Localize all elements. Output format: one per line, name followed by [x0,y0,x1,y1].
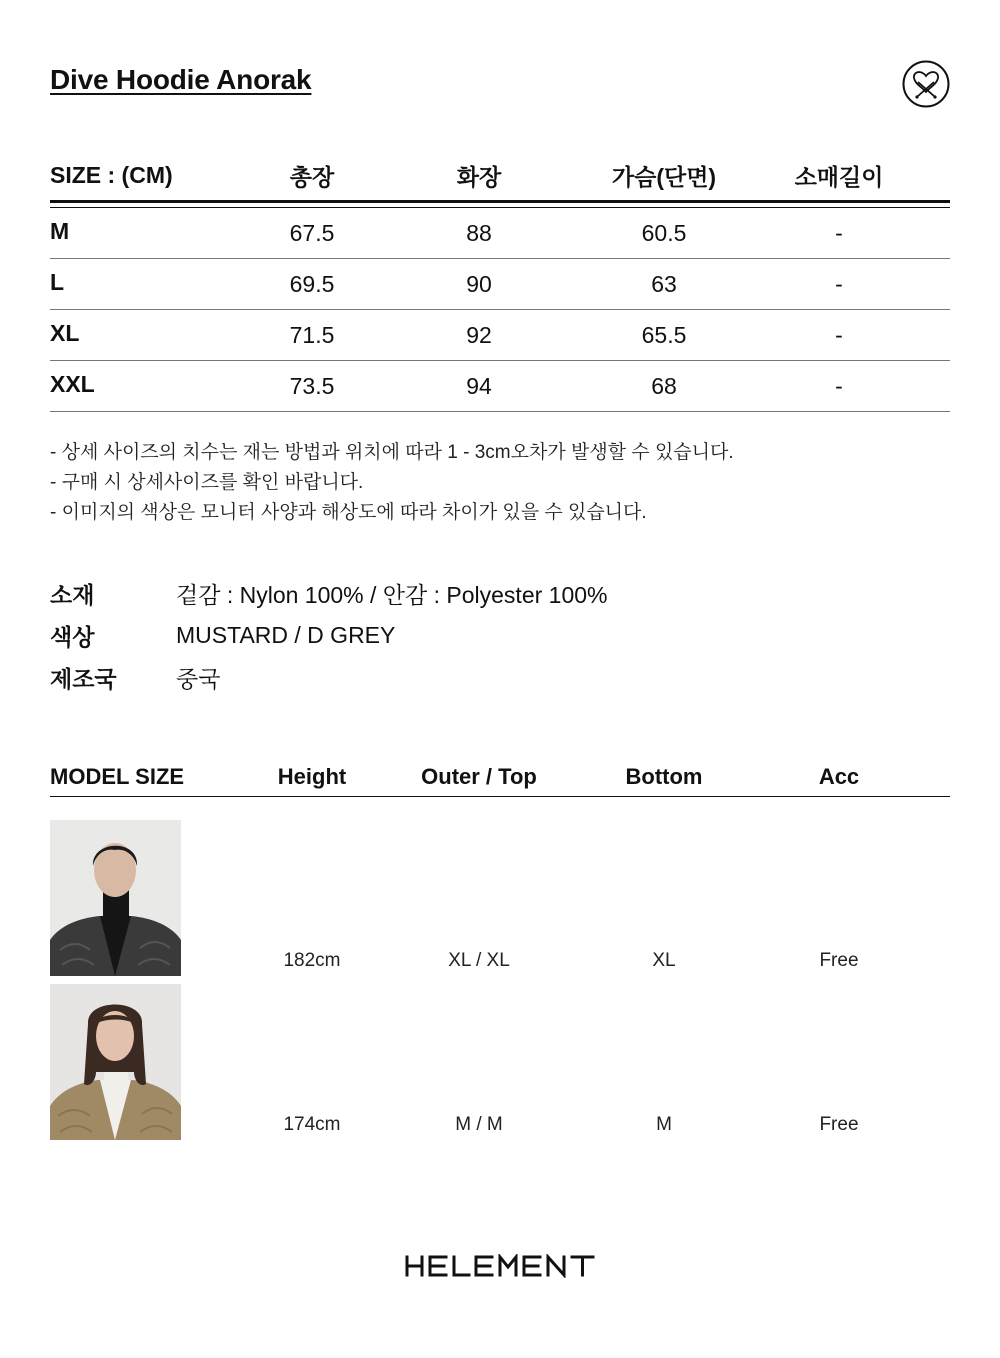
helement-logo [404,1254,596,1278]
size-header-sleeve-total: 화장 [456,163,502,190]
table-cell: 88 [466,219,492,246]
table-cell: 63 [651,270,677,297]
model-bottom: M [656,1114,672,1135]
note-measurement: - 상세 사이즈의 치수는 재는 방법과 위치에 따라 1 - 3cm오차가 발생할 수 있습니다. [50,442,734,463]
spec-value: MUSTARD / D GREY [176,621,396,648]
spec-origin [50,656,950,698]
model-header-outer-top: Outer / Top [421,764,537,789]
table-cell: 67.5 [289,219,335,246]
size-label: XXL [50,370,95,397]
table-cell: 73.5 [289,372,335,399]
table-cell: 94 [466,372,492,399]
model-header-acc: Acc [818,764,860,789]
spec-color [50,614,950,656]
model-size-header [50,758,950,797]
model-height: 182cm [283,950,341,971]
size-label: M [50,217,70,244]
model-acc: Free [819,950,859,971]
table-cell: 92 [466,321,492,348]
note-color: - 이미지의 색상은 모니터 사양과 해상도에 따라 차이가 있을 수 있습니다. [50,502,647,523]
model-bottom: XL [652,950,676,971]
model-row [50,820,950,976]
table-cell: 71.5 [289,321,335,348]
product-specs [50,572,950,698]
table-cell: - [835,372,843,399]
spec-material [50,572,950,614]
size-table-body [50,208,950,412]
table-cell: 90 [466,270,492,297]
note-check-size: - 구매 시 상세사이즈를 확인 바랍니다. [50,472,364,493]
spec-value: 겉감 : Nylon 100% / 안감 : Polyester 100% [176,581,608,608]
spec-value: 중국 [176,665,221,692]
model-height: 174cm [283,1114,341,1135]
table-row [50,259,950,310]
size-table-header [50,150,950,203]
table-cell: 68 [651,372,677,399]
model-acc: Free [819,1114,859,1135]
size-label: XL [50,319,80,346]
table-row [50,310,950,361]
size-notes [50,438,950,528]
table-cell: - [835,321,843,348]
model-header-title: MODEL SIZE [50,764,185,789]
spec-label: 색상 [50,623,95,650]
size-label: L [50,268,65,295]
spec-label: 제조국 [50,665,117,692]
size-header-sleeve: 소매길이 [794,163,884,190]
spec-label: 소재 [50,581,95,608]
heart-knot-circle-icon [902,60,950,108]
model-header-bottom: Bottom [625,764,703,789]
model-outer-top: M / M [455,1114,503,1135]
table-row [50,361,950,412]
model-sizes [50,950,950,972]
table-cell: 65.5 [641,321,687,348]
table-row [50,208,950,259]
size-header-length: 총장 [289,163,335,190]
model-row [50,984,950,1140]
size-header-chest: 가슴(단면) [611,163,717,190]
table-cell: 60.5 [641,219,687,246]
table-cell: - [835,270,843,297]
model-outer-top: XL / XL [448,950,510,971]
model-header-height: Height [277,764,347,789]
table-cell: - [835,219,843,246]
model-sizes [50,1114,950,1136]
product-title: Dive Hoodie Anorak [50,64,312,95]
size-table [50,150,950,412]
table-cell: 69.5 [289,270,335,297]
size-header-size: SIZE : (CM) [50,161,173,188]
